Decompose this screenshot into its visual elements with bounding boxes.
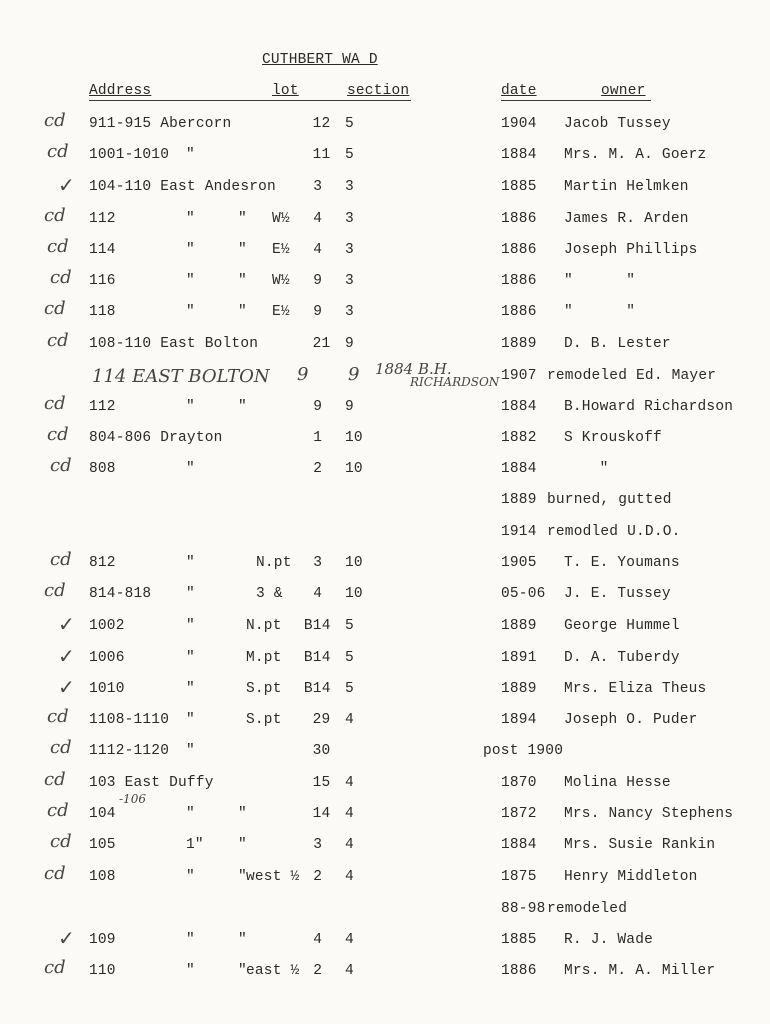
handwritten-cd-mark: cd xyxy=(47,706,69,727)
cell-date: 1884 xyxy=(501,461,537,477)
cell-ditto: " xyxy=(186,806,195,822)
cell-lot: 15 xyxy=(312,775,331,791)
cell-ditto: " xyxy=(186,932,195,948)
cell-owner: remodeled Ed. Mayer xyxy=(547,368,717,384)
cell-section: 3 xyxy=(345,304,354,320)
cell-section: 5 xyxy=(345,618,354,634)
cell-ditto: " xyxy=(238,869,247,885)
cell-ditto: " xyxy=(238,273,247,289)
cell-owner: J. E. Tussey xyxy=(564,586,671,602)
cell-address: 814-818 xyxy=(89,586,152,602)
cell-section: 10 xyxy=(345,555,363,571)
cell-ditto: " xyxy=(186,304,195,320)
cell-section: 5 xyxy=(345,147,354,163)
cell-date: 88-98 xyxy=(501,901,546,917)
cell-lot-part: east ½ xyxy=(246,963,300,979)
cell-owner: D. B. Lester xyxy=(564,336,671,352)
cell-address: 118 xyxy=(89,304,116,320)
cell-address: 116 xyxy=(89,273,116,289)
handwritten-note-year: 1884 B.H. xyxy=(375,360,452,378)
handwritten-cd-mark: cd xyxy=(50,267,72,288)
handwritten-cd-mark: cd xyxy=(44,110,66,131)
cell-address: 104 xyxy=(89,806,116,822)
cell-lot: 2 xyxy=(313,963,323,979)
cell-section: 4 xyxy=(345,775,354,791)
cell-address: 112 xyxy=(89,399,116,415)
cell-date: 1889 xyxy=(501,492,537,508)
cell-ditto: " xyxy=(238,242,247,258)
cell-section: 3 xyxy=(345,179,354,195)
cell-ditto: " xyxy=(186,743,195,759)
cell-lot: 4 xyxy=(313,586,323,602)
cell-address: 104-110 East Andesron xyxy=(89,179,276,195)
handwritten-cd-mark: cd xyxy=(47,236,69,257)
cell-address: 108-110 East Bolton xyxy=(89,336,259,352)
cell-date: 1886 xyxy=(501,211,537,227)
cell-lot-part: W½ xyxy=(272,273,290,289)
cell-section: 3 xyxy=(345,273,354,289)
cell-ditto: " xyxy=(186,211,195,227)
header-section: section xyxy=(347,83,410,99)
cell-lot-part: S.pt xyxy=(246,712,282,728)
cell-owner: R. J. Wade xyxy=(564,932,654,948)
cell-address: 103 East Duffy xyxy=(89,775,214,791)
cell-ditto: " xyxy=(186,650,195,666)
handwritten-cd-mark: cd xyxy=(50,455,72,476)
handwritten-cd-mark: cd xyxy=(44,580,66,601)
cell-owner: Joseph O. Puder xyxy=(564,712,698,728)
cell-date: 1894 xyxy=(501,712,537,728)
cell-ditto: " xyxy=(238,399,247,415)
cell-owner: Molina Hesse xyxy=(564,775,671,791)
cell-date: post 1900 xyxy=(483,743,564,759)
cell-address: 804-806 Drayton xyxy=(89,430,223,446)
cell-ditto: " xyxy=(186,555,195,571)
cell-owner: Mrs. M. A. Miller xyxy=(564,963,716,979)
cell-address: 109 xyxy=(89,932,116,948)
cell-lot-part: E½ xyxy=(272,304,290,320)
cell-section: 10 xyxy=(345,430,363,446)
cell-address: 108 xyxy=(89,869,116,885)
cell-date: 1889 xyxy=(501,336,537,352)
check-mark-icon: ✓ xyxy=(58,926,75,950)
cell-owner: Mrs. Eliza Theus xyxy=(564,681,707,697)
handwritten-cd-mark: cd xyxy=(44,957,66,978)
cell-ditto: " xyxy=(186,273,195,289)
cell-ditto: " xyxy=(186,461,195,477)
cell-address: 110 xyxy=(89,963,116,979)
header-address: Address xyxy=(89,83,152,99)
cell-lot: 2 xyxy=(313,461,323,477)
handwritten-cd-mark: cd xyxy=(47,141,69,162)
cell-section: 4 xyxy=(345,963,354,979)
cell-address: 1112-1120 xyxy=(89,743,170,759)
cell-lot: 1 xyxy=(313,430,323,446)
handwritten-cd-mark: cd xyxy=(50,831,72,852)
cell-ditto: " xyxy=(238,304,247,320)
cell-section: 4 xyxy=(345,712,354,728)
cell-ditto: " xyxy=(186,681,195,697)
cell-date: 1882 xyxy=(501,430,537,446)
cell-lot: 3 xyxy=(313,555,323,571)
cell-date: 1886 xyxy=(501,304,537,320)
cell-date: 1904 xyxy=(501,116,537,132)
handwritten-cd-mark: cd xyxy=(50,549,72,570)
cell-owner: " xyxy=(564,461,609,477)
cell-lot: 14 xyxy=(312,806,331,822)
cell-date: 1884 xyxy=(501,399,537,415)
cell-address: 911-915 Abercorn xyxy=(89,116,232,132)
cell-ditto: " xyxy=(238,837,247,853)
cell-owner: remodled U.D.O. xyxy=(547,524,681,540)
check-mark-icon: ✓ xyxy=(58,173,75,197)
cell-address: 112 xyxy=(89,211,116,227)
cell-section: 5 xyxy=(345,116,354,132)
cell-address: 1006 xyxy=(89,650,125,666)
cell-lot: 30 xyxy=(312,743,331,759)
cell-address: 812 xyxy=(89,555,116,571)
cell-owner: Joseph Phillips xyxy=(564,242,698,258)
cell-section: 4 xyxy=(345,837,354,853)
handwritten-cd-mark: cd xyxy=(47,800,69,821)
cell-ditto: " xyxy=(186,618,195,634)
cell-ditto: " xyxy=(186,399,195,415)
cell-lot: 11 xyxy=(312,147,331,163)
cell-ditto: " xyxy=(186,147,195,163)
cell-ditto: " xyxy=(238,211,247,227)
cell-section: 9 xyxy=(345,336,354,352)
cell-lot: 3 xyxy=(313,837,323,853)
cell-ditto: " xyxy=(186,963,195,979)
handwritten-cd-mark: cd xyxy=(44,205,66,226)
cell-ditto: " xyxy=(238,963,247,979)
cell-section: 4 xyxy=(345,932,354,948)
cell-owner: George Hummel xyxy=(564,618,680,634)
cell-lot-part: 3 & xyxy=(256,586,283,602)
cell-address: 808 xyxy=(89,461,116,477)
cell-section: 10 xyxy=(345,586,363,602)
cell-date: 1914 xyxy=(501,524,537,540)
cell-owner: Jacob Tussey xyxy=(564,116,671,132)
cell-lot: 29 xyxy=(312,712,331,728)
cell-date: 05-06 xyxy=(501,586,546,602)
check-mark-icon: ✓ xyxy=(58,612,75,636)
cell-date: 1872 xyxy=(501,806,537,822)
header-date: date xyxy=(501,83,537,99)
cell-owner: B.Howard Richardson xyxy=(564,399,734,415)
cell-owner: Mrs. M. A. Goerz xyxy=(564,147,707,163)
cell-section: 3 xyxy=(345,242,354,258)
header-underline-left xyxy=(89,100,411,101)
handwritten-section: 9 xyxy=(348,364,360,385)
cell-lot: B14 xyxy=(303,681,331,697)
header-owner: owner xyxy=(601,83,646,99)
cell-lot: 9 xyxy=(313,304,323,320)
cell-date: 1884 xyxy=(501,837,537,853)
cell-ditto: " xyxy=(238,932,247,948)
cell-address: 1001-1010 xyxy=(89,147,170,163)
cell-lot-part: M.pt xyxy=(246,650,282,666)
cell-owner: Mrs. Nancy Stephens xyxy=(564,806,734,822)
cell-lot-part: N.pt xyxy=(256,555,292,571)
cell-lot: 9 xyxy=(313,399,323,415)
cell-date: 1889 xyxy=(501,681,537,697)
page-title: CUTHBERT WA D xyxy=(262,52,378,68)
cell-lot: 3 xyxy=(313,179,323,195)
cell-owner: James R. Arden xyxy=(564,211,689,227)
cell-lot: 4 xyxy=(313,242,323,258)
cell-ditto: " xyxy=(186,586,195,602)
cell-owner: " " xyxy=(564,273,636,289)
cell-owner: T. E. Youmans xyxy=(564,555,680,571)
cell-owner: Henry Middleton xyxy=(564,869,698,885)
cell-lot: 4 xyxy=(313,211,323,227)
cell-date: 1907 xyxy=(501,368,537,384)
cell-date: 1889 xyxy=(501,618,537,634)
cell-ditto: 1" xyxy=(186,837,204,853)
cell-date: 1905 xyxy=(501,555,537,571)
cell-lot-part: W½ xyxy=(272,211,290,227)
cell-lot: 2 xyxy=(313,869,323,885)
cell-lot: 4 xyxy=(313,932,323,948)
cell-date: 1885 xyxy=(501,932,537,948)
cell-lot: 9 xyxy=(313,273,323,289)
cell-date: 1885 xyxy=(501,179,537,195)
cell-ditto: " xyxy=(186,869,195,885)
cell-ditto: " xyxy=(238,806,247,822)
cell-address: 105 xyxy=(89,837,116,853)
header-underline-right xyxy=(501,100,651,101)
handwritten-cd-mark: cd xyxy=(44,298,66,319)
cell-lot: B14 xyxy=(303,650,331,666)
cell-section: 3 xyxy=(345,211,354,227)
header-lot: lot xyxy=(272,83,299,99)
cell-owner: Mrs. Susie Rankin xyxy=(564,837,716,853)
cell-section: 5 xyxy=(345,650,354,666)
cell-lot: 21 xyxy=(312,336,331,352)
handwritten-cd-mark: cd xyxy=(47,330,69,351)
handwritten-address-insert: -106 xyxy=(119,792,146,806)
cell-ditto: " xyxy=(186,712,195,728)
cell-lot-part: west ½ xyxy=(246,869,300,885)
handwritten-cd-mark: cd xyxy=(44,769,66,790)
handwritten-cd-mark: cd xyxy=(50,737,72,758)
cell-date: 1884 xyxy=(501,147,537,163)
cell-section: 5 xyxy=(345,681,354,697)
cell-lot: 12 xyxy=(312,116,331,132)
handwritten-note-name: RICHARDSON xyxy=(410,375,500,389)
cell-owner: S Krouskoff xyxy=(564,430,662,446)
handwritten-cd-mark: cd xyxy=(47,424,69,445)
cell-date: 1891 xyxy=(501,650,537,666)
cell-address: 114 xyxy=(89,242,116,258)
cell-section: 4 xyxy=(345,869,354,885)
handwritten-cd-mark: cd xyxy=(44,863,66,884)
cell-date: 1886 xyxy=(501,963,537,979)
cell-owner: " " xyxy=(564,304,636,320)
cell-address: 1108-1110 xyxy=(89,712,170,728)
cell-address: 1002 xyxy=(89,618,125,634)
cell-ditto: " xyxy=(186,242,195,258)
cell-section: 9 xyxy=(345,399,354,415)
cell-date: 1875 xyxy=(501,869,537,885)
handwritten-cd-mark: cd xyxy=(44,393,66,414)
cell-owner: Martin Helmken xyxy=(564,179,689,195)
cell-date: 1870 xyxy=(501,775,537,791)
cell-date: 1886 xyxy=(501,242,537,258)
cell-lot-part: S.pt xyxy=(246,681,282,697)
check-mark-icon: ✓ xyxy=(58,675,75,699)
cell-owner: D. A. Tuberdy xyxy=(564,650,680,666)
cell-section: 4 xyxy=(345,806,354,822)
cell-owner: burned, gutted xyxy=(547,492,672,508)
cell-lot-part: N.pt xyxy=(246,618,282,634)
cell-owner: remodeled xyxy=(547,901,628,917)
check-mark-icon: ✓ xyxy=(58,644,75,668)
cell-section: 10 xyxy=(345,461,363,477)
cell-address: 1010 xyxy=(89,681,125,697)
cell-lot-part: E½ xyxy=(272,242,290,258)
cell-date: 1886 xyxy=(501,273,537,289)
handwritten-address: 114 EAST BOLTON xyxy=(92,366,270,387)
handwritten-lot: 9 xyxy=(297,364,309,385)
cell-lot: B14 xyxy=(303,618,331,634)
